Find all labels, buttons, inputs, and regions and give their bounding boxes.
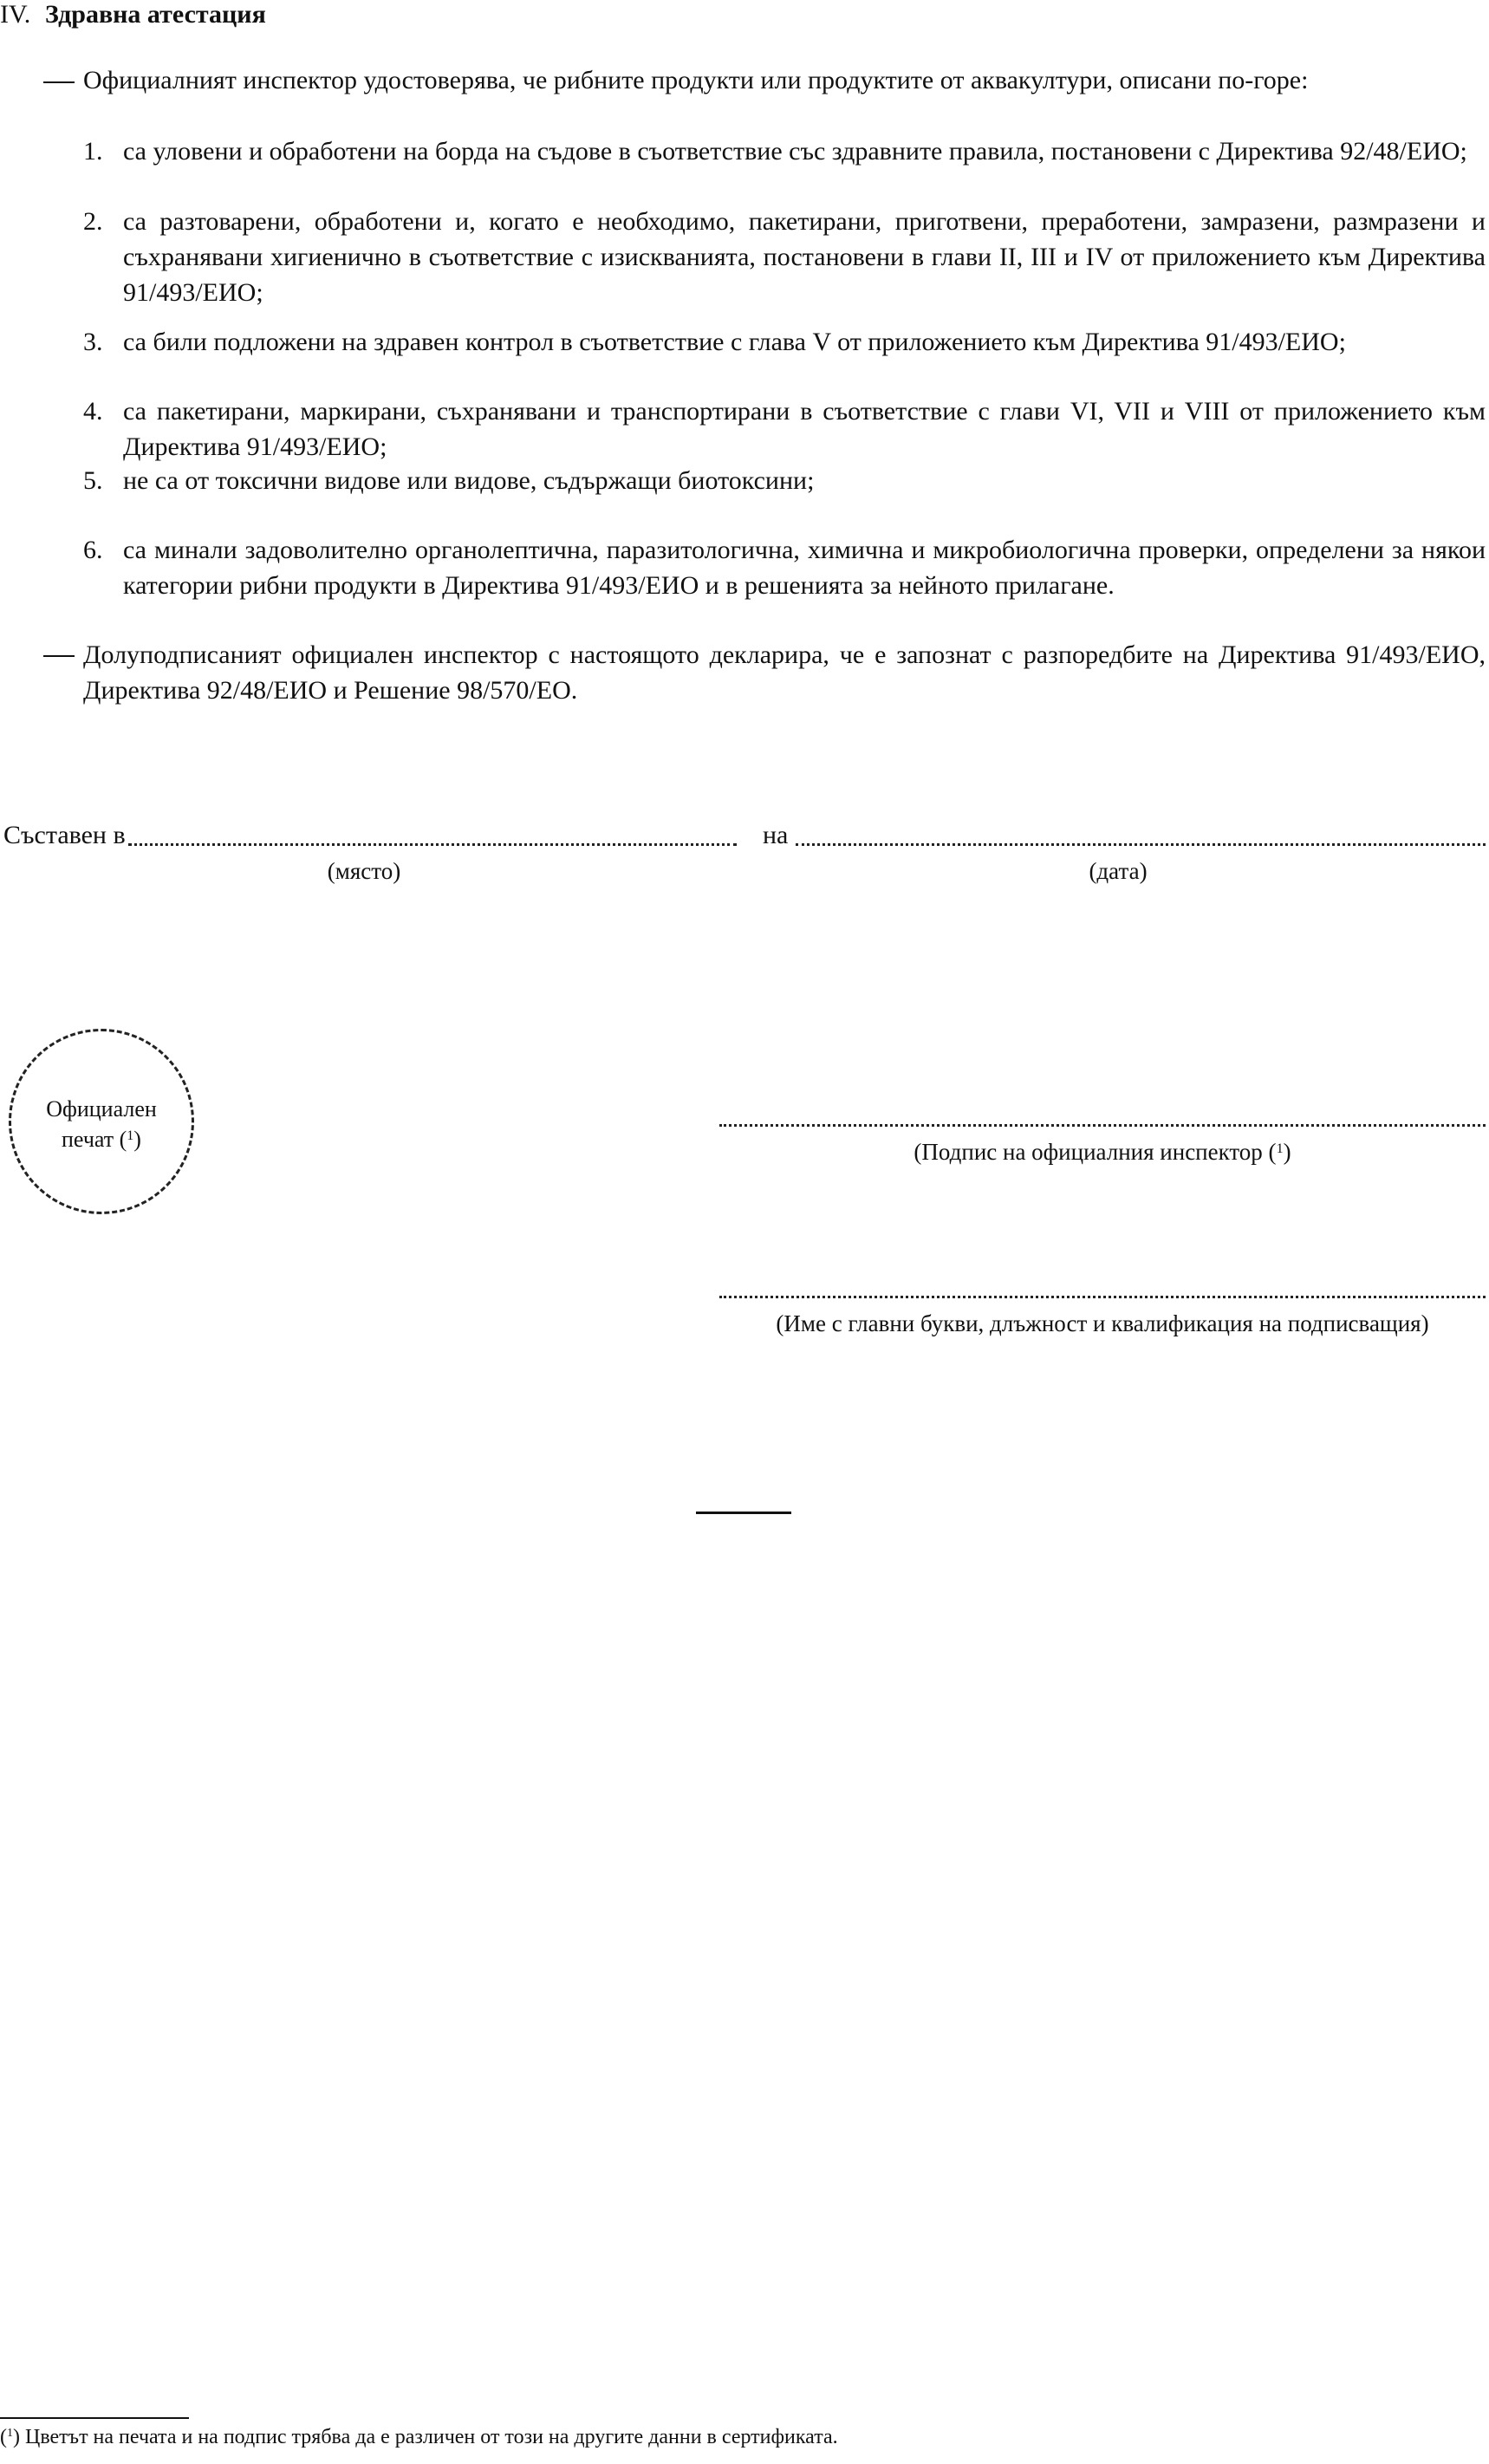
footnote-open-paren: ( [0,2426,7,2448]
footnote-rule [0,2417,189,2419]
done-at-label: Съставен в [3,821,126,849]
signature-dotted-line [719,1124,1486,1127]
place-dotted-line [128,843,737,846]
signature-close-paren: ) [1283,1139,1291,1165]
item-text: са минали задоволително органолептична, паразитологична, химична и микробиологична проверки, определени за някои категории рибни продукти в Директива 91/493/ЕИО и в решенията за нейното прилагане. [123,536,1486,600]
em-dash [43,81,75,83]
footnote [0,2423,838,2451]
footnote-ref: 1 [127,1128,134,1143]
place-caption: (място) [327,858,401,884]
item-text: са уловени и обработени на борда на съдове в съответствие със здравните правила, постановени с Директива 92/48/ЕИО; [123,137,1467,166]
item-number: 2. [83,207,103,236]
stamp-line-2: печат ( [62,1127,127,1152]
name-caption: (Име с главни букви, длъжност и квалификация на подписващия) [776,1310,1429,1336]
footnote-ref: 1 [1276,1141,1284,1156]
declaration-text: Долуподписаният официален инспектор с настоящото декларира, че е запознат с разпоредбите на Директива 91/493/ЕИО, Директива 92/48/ЕИО и Решение 98/570/ЕО. [83,640,1486,705]
item-text: са пакетирани, маркирани, съхранявани и транспортирани в съответствие с глави VI, VII и VIII от приложението към Директива 91/493/ЕИО; [123,397,1486,461]
item-number: 6. [83,536,103,564]
date-dotted-line [796,843,1486,846]
signature-caption-text: (Подпис на официалния инспектор ( [914,1139,1277,1165]
item-text: не са от токсични видове или видове, съдържащи биотоксини; [123,466,815,495]
name-dotted-line [719,1296,1486,1298]
footnote-text: ) Цветът на печата и на подпис трябва да е различен от този на другите данни в сертификата. [13,2426,838,2448]
end-rule [696,1512,791,1514]
item-text: са разтоварени, обработени и, когато е необходимо, пакетирани, приготвени, преработени, замразени, размразени и съхранявани хигиенично в съответствие с изискванията, постановени в глави II, III и IV от приложението към Директива 91/493/ЕИО; [123,207,1486,307]
em-dash [43,655,75,657]
signature-caption [719,1134,1486,1170]
section-number: IV. [0,0,31,29]
item-text: са били подложени на здравен контрол в съответствие с глава V от приложението към Директива 91/493/ЕИО; [123,328,1346,356]
footnote-ref: 1 [7,2427,13,2440]
item-number: 1. [83,137,103,166]
item-number: 3. [83,328,103,356]
official-stamp-placeholder [9,1029,194,1214]
item-number: 4. [83,397,103,426]
date-caption: (дата) [1089,858,1148,884]
stamp-close-paren: ) [133,1127,141,1152]
on-label: на [763,821,789,849]
intro-text: Официалният инспектор удостоверява, че рибните продукти или продуктите от аквакултури, описани по-горе: [83,66,1309,94]
item-number: 5. [83,466,103,495]
stamp-label [11,1094,192,1154]
section-title: Здравна атестация [45,0,266,29]
stamp-line-1: Официален [46,1096,157,1121]
